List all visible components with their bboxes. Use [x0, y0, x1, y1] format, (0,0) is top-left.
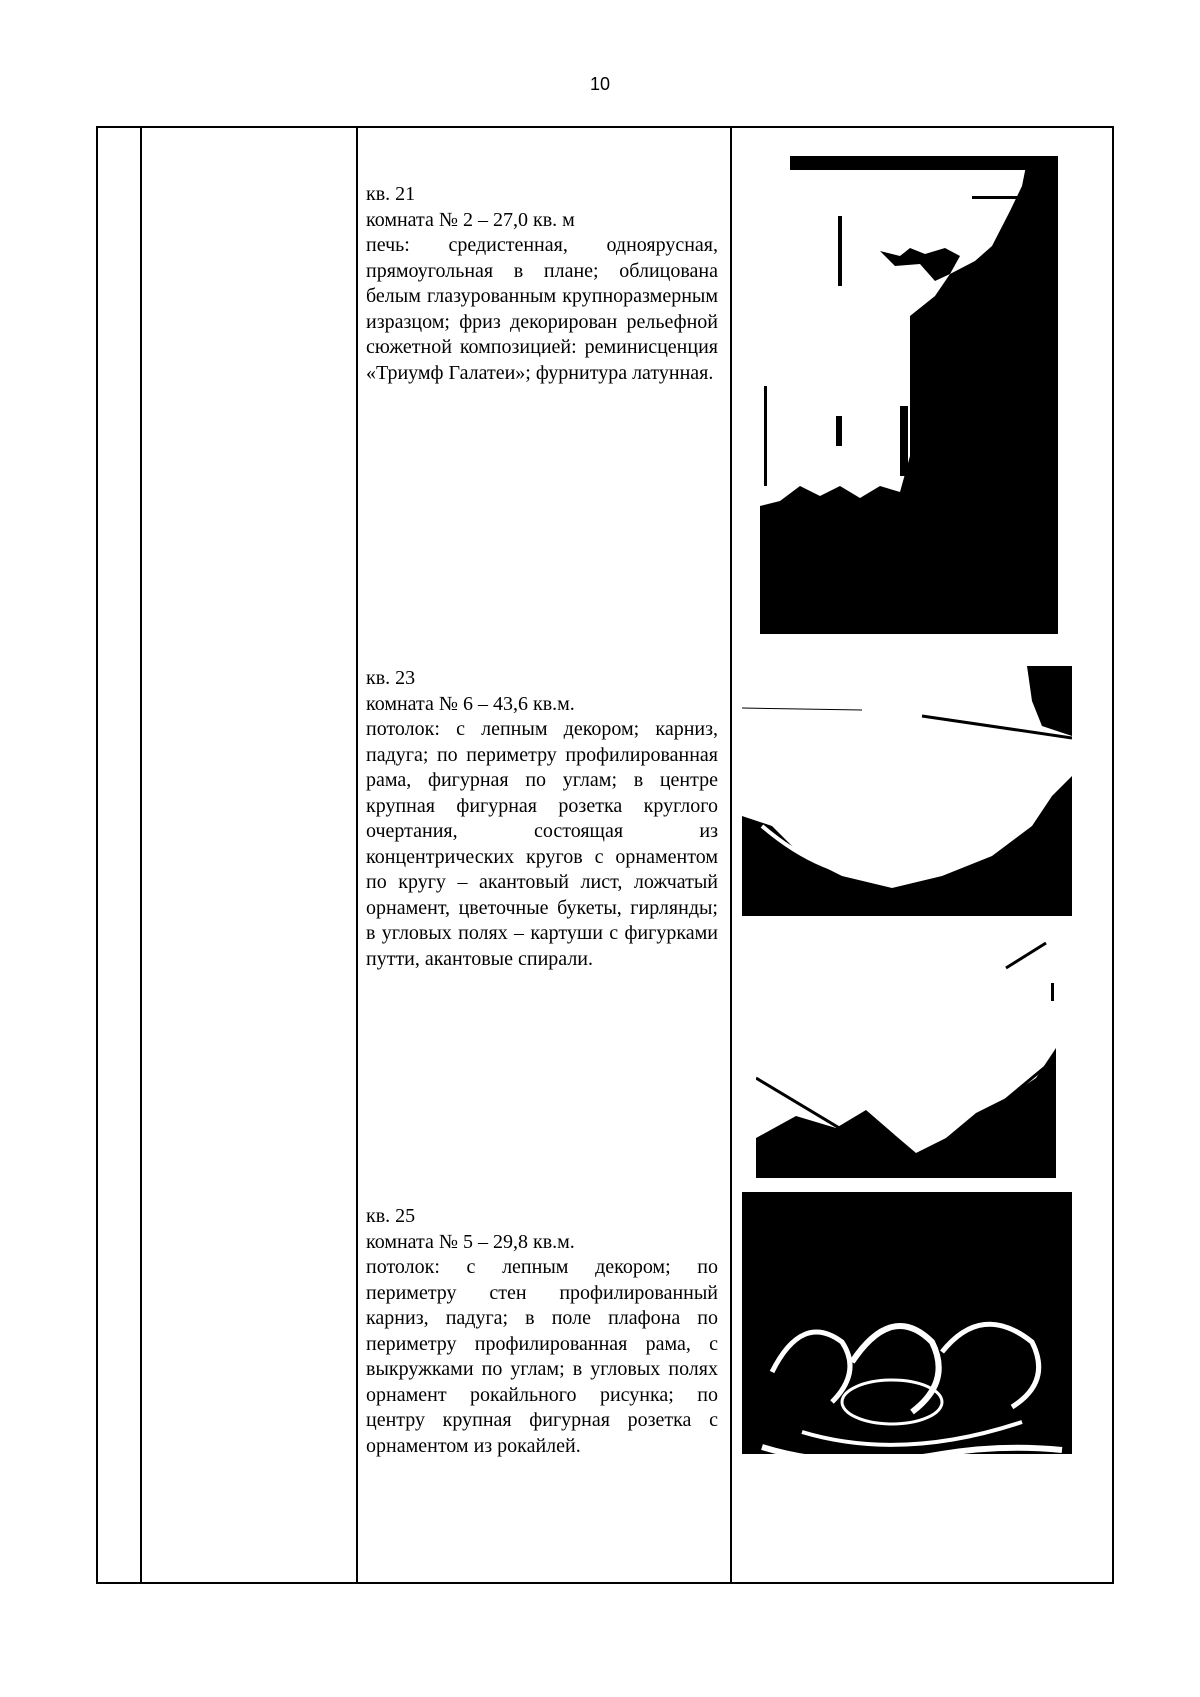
- description-text: печь: средистенная, одноярусная, прямоугольная в плане; облицована белым глазурованным крупноразмерным изразцом; фриз декорирован рельефной сюжетной композицией: реминисценция «Триумф Галатеи»; фурнитура латунная.: [366, 234, 718, 384]
- apartment-label: кв. 25: [366, 1205, 416, 1227]
- column-divider: [730, 128, 732, 1582]
- ceiling-corner-photo: [756, 938, 1056, 1178]
- room-label: комната № 5 – 29,8 кв.м.: [366, 1230, 575, 1253]
- room-label: комната № 2 – 27,0 кв. м: [366, 208, 575, 231]
- ceiling-rosette-photo: [742, 666, 1072, 916]
- rocaille-ornament-photo: [742, 1192, 1072, 1482]
- column-divider: [140, 128, 142, 1582]
- description-text: потолок: с лепным декором; по периметру стен профилированный карниз, падуга; в поле плафона по периметру профилированная рама, с выкружками по углам; в угловых полях орнамент рокайльного рисунка; по центру крупная фигурная розетка с орнаментом из рокайлей.: [366, 1256, 718, 1457]
- page-number: 10: [589, 74, 611, 94]
- heritage-table: [96, 126, 1114, 1584]
- column-divider: [356, 128, 358, 1582]
- room-label: комната № 6 – 43,6 кв.м.: [366, 692, 575, 715]
- entry-kv25: [366, 1204, 718, 1459]
- description-text: потолок: с лепным декором; карниз, падуга; по периметру профилированная рама, фигурная по углам; в центре крупная фигурная розетка круглого очертания, состоящая из концентрических кругов с орнаментом по кругу – акантовый лист, ложчатый орнамент, цветочные букеты, гирлянды; в угловых полях – картуши с фигурками путти, акантовые спирали.: [366, 718, 718, 970]
- apartment-label: кв. 21: [366, 183, 416, 205]
- entry-kv23: [366, 666, 718, 972]
- stove-photo: [760, 156, 1058, 634]
- apartment-label: кв. 23: [366, 667, 416, 689]
- entry-kv21: [366, 182, 718, 386]
